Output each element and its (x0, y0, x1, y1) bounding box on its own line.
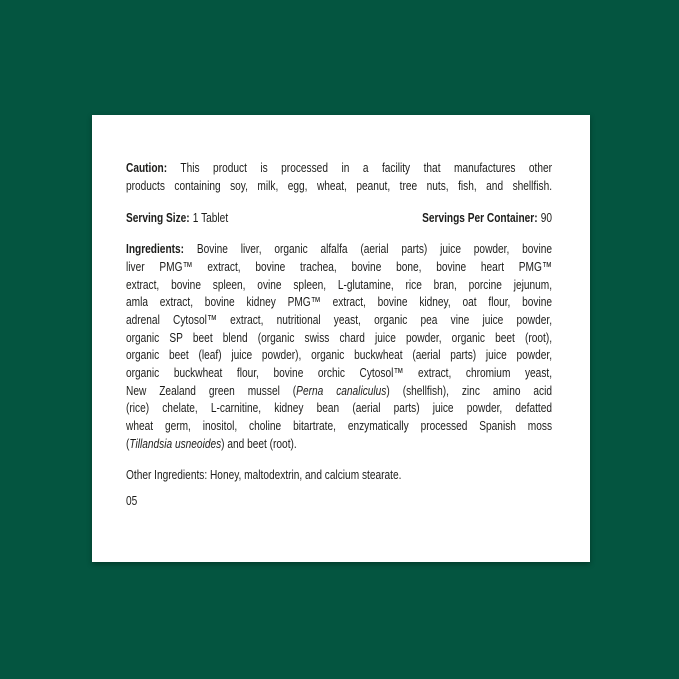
text-segment: organic beet (leaf) juice powder), organic buckwheat (aerial parts) juice powder, (126, 347, 553, 363)
text-line (126, 364, 552, 382)
text-segment: organic buckwheat flour, bovine orchic Cytosol™ extract, chromium yeast, (126, 365, 553, 381)
text-line (126, 240, 552, 258)
text-segment: New Zealand green mussel ( (126, 382, 297, 398)
servings-per-container-value: 90 (540, 210, 553, 226)
text-segment: ( (126, 435, 130, 451)
text-segment: adrenal Cytosol™ extract, nutritional yeast, organic pea vine juice powder, (126, 311, 553, 327)
servings-per-container (422, 209, 552, 227)
other-ingredients-line: Other Ingredients: Honey, maltodextrin, and calcium stearate. (126, 466, 402, 482)
text-segment: extract, bovine spleen, ovine spleen, L-glutamine, rice bran, porcine jejunum, (126, 276, 553, 292)
text-segment: liver PMG™ extract, bovine trachea, bovine bone, bovine heart PMG™ (126, 258, 553, 274)
text-line (126, 417, 552, 435)
text-segment: This product is processed in a facility that manufactures other (167, 160, 553, 175)
text-segment: (rice) chelate, L-carnitine, kidney bean (aerial parts) juice powder, defatted (126, 400, 553, 416)
text-segment: amla extract, bovine kidney PMG™ extract, bovine kidney, oat flour, bovine (126, 294, 553, 310)
label-text-column (126, 159, 552, 510)
serving-row (126, 209, 552, 227)
serving-size-value: 1 Tablet (192, 210, 229, 226)
text-line (126, 311, 552, 329)
text-line (126, 399, 552, 417)
text-line (126, 258, 552, 276)
text-line (126, 382, 552, 400)
ingredients-paragraph (126, 240, 552, 452)
serving-size-label: Serving Size: (126, 210, 190, 226)
text-line (126, 435, 552, 453)
text-segment: ) and beet (root). (221, 435, 297, 451)
serving-size (126, 209, 228, 227)
text-segment: organic SP beet blend (organic swiss chard juice powder, organic beet (root), (126, 329, 553, 345)
lot-number: 05 (126, 493, 138, 509)
bold-text: Ingredients: (126, 241, 185, 257)
text-line (126, 177, 552, 195)
text-segment: products containing soy, milk, egg, wheat, peanut, tree nuts, fish, and shellfish. (126, 177, 553, 193)
servings-per-container-label: Servings Per Container: (422, 210, 538, 226)
bold-text: Caution: (126, 160, 168, 175)
text-segment: wheat germ, inositol, choline bitartrate, enzymatically processed Spanish moss (126, 418, 553, 434)
text-line (126, 159, 552, 177)
text-line (126, 346, 552, 364)
text-segment: Bovine liver, organic alfalfa (aerial parts) juice powder, bovine (184, 241, 553, 257)
label-content (92, 115, 590, 510)
italic-text: Tillandsia usneoides (129, 435, 222, 451)
caution-paragraph (126, 159, 552, 194)
text-line (126, 293, 552, 311)
label-card (92, 115, 590, 562)
text-line (126, 276, 552, 294)
text-segment: ) (shellfish), zinc amino acid (386, 382, 553, 398)
italic-text: Perna canaliculus (296, 382, 387, 398)
text-line (126, 329, 552, 347)
